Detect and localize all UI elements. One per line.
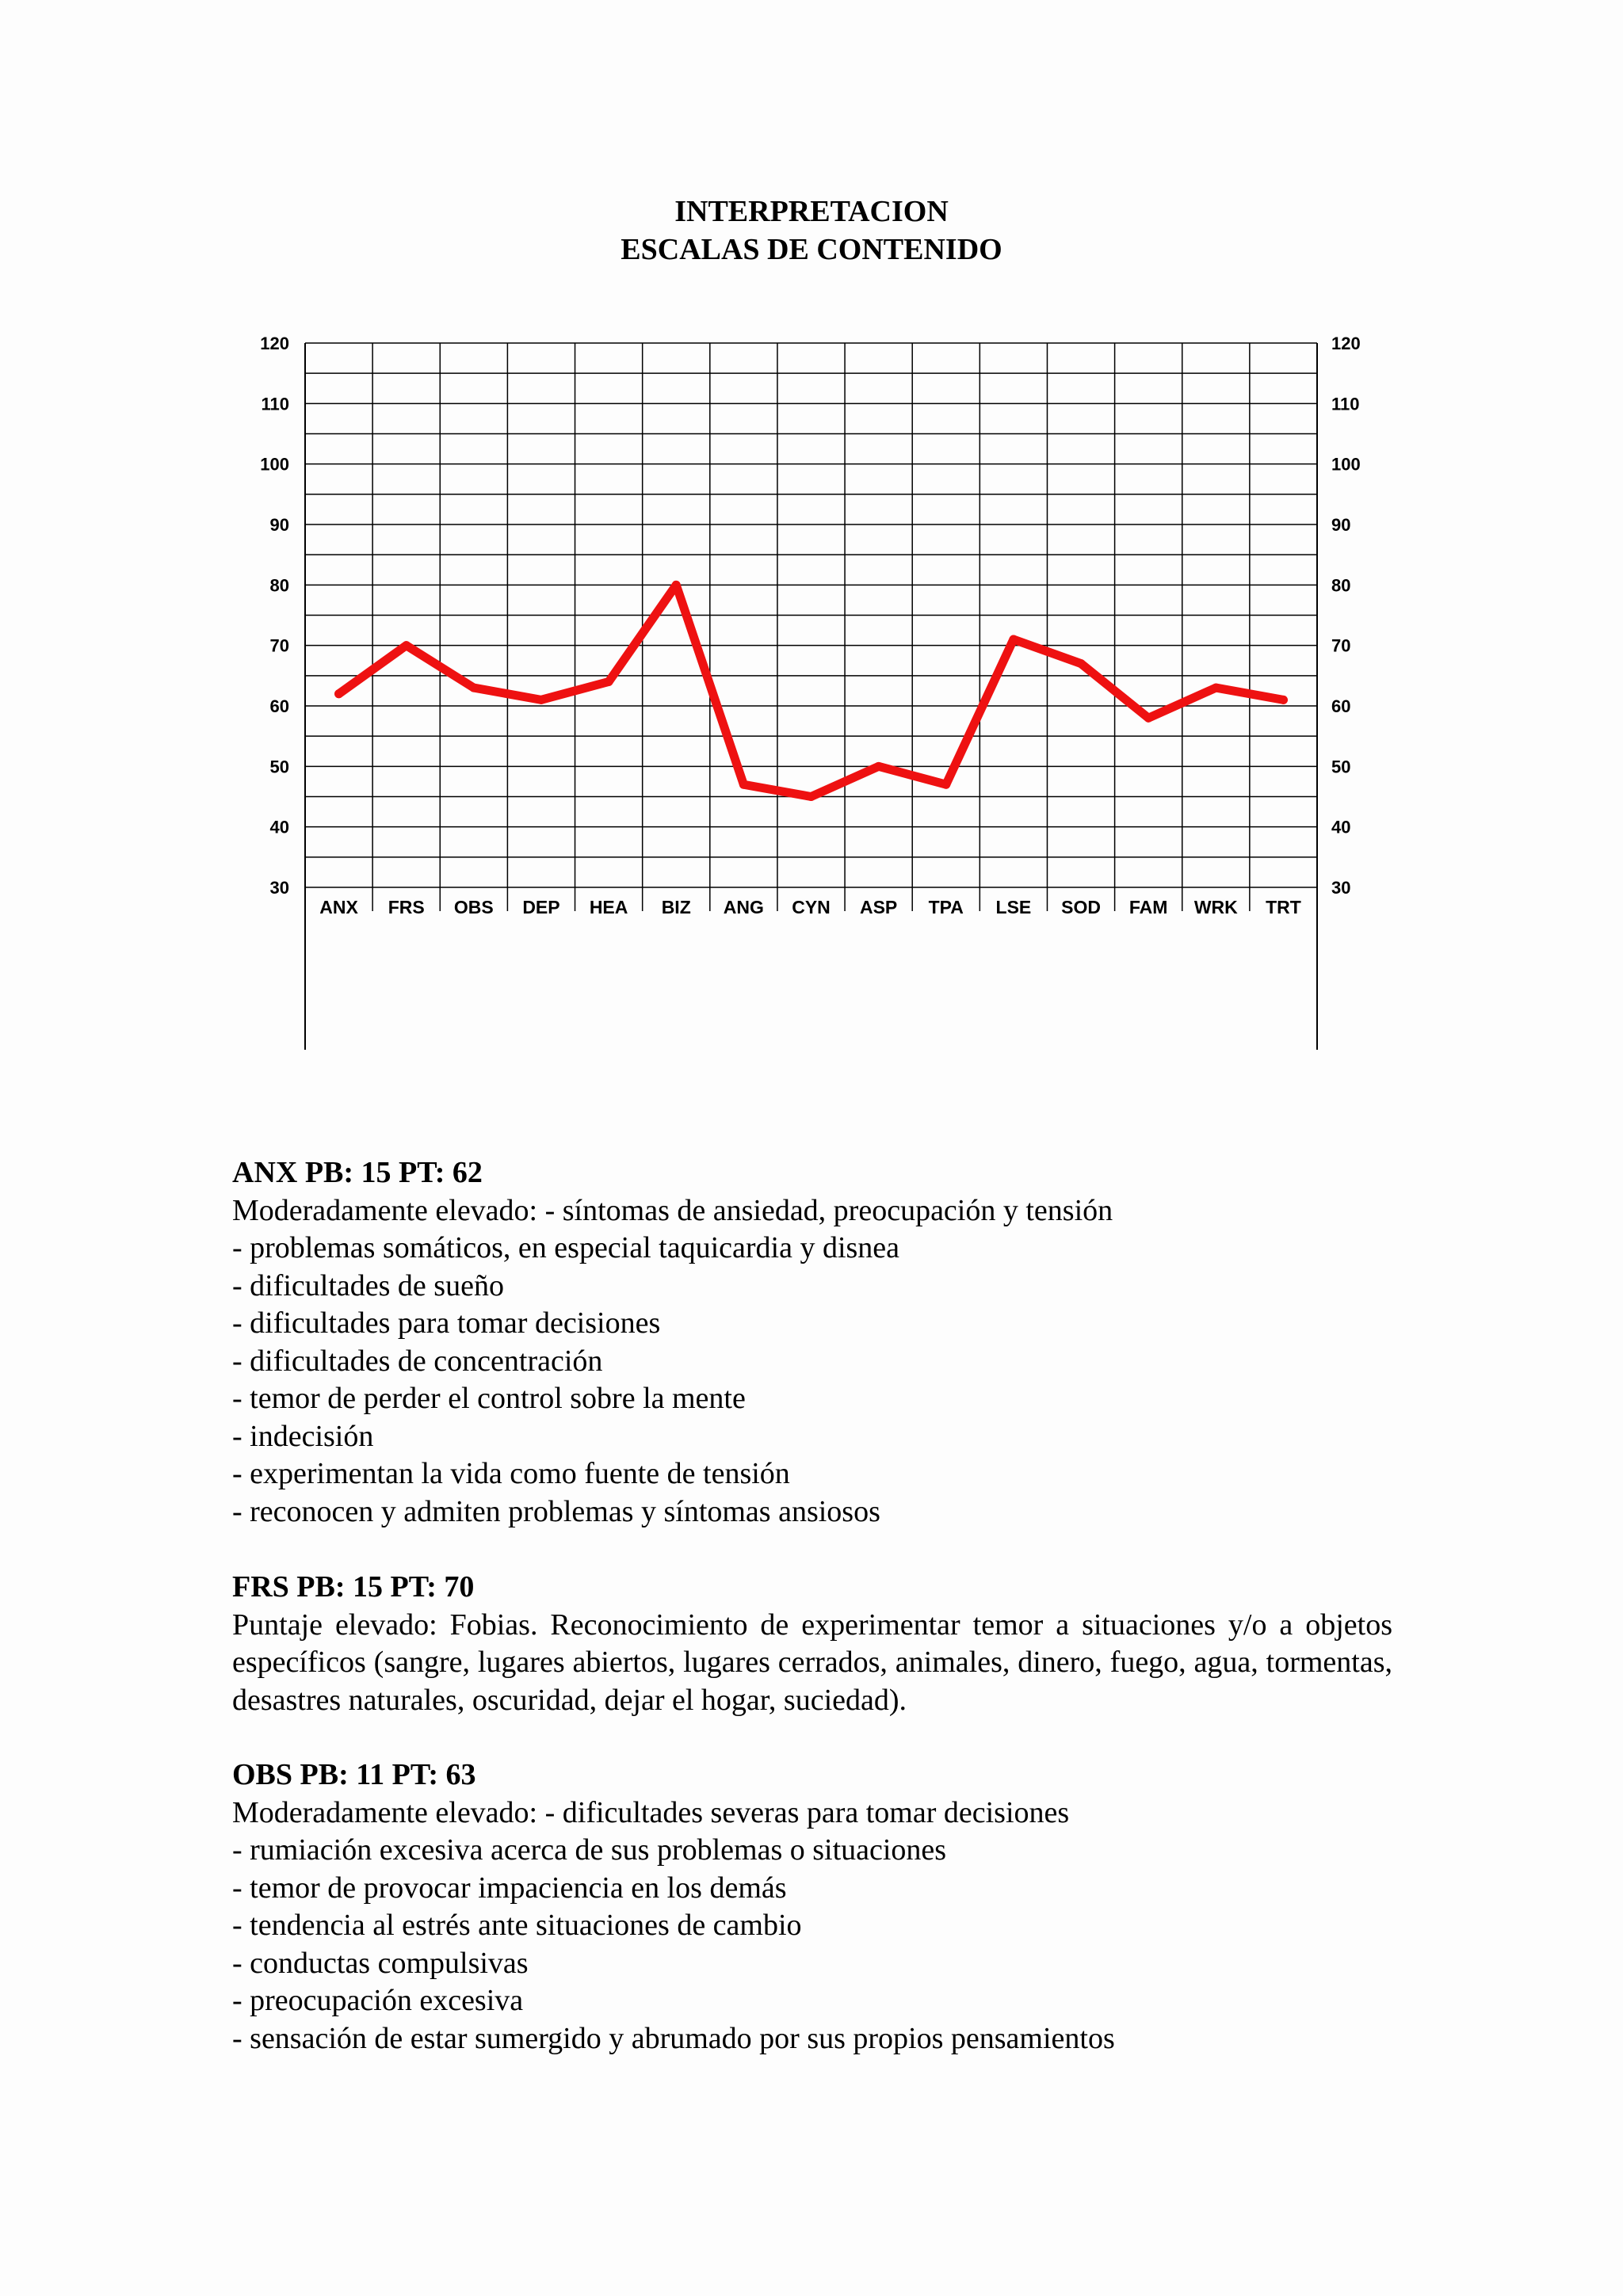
y-tick-label-left: 60	[269, 696, 289, 716]
x-tick-label: ASP	[859, 897, 898, 917]
data-point	[807, 792, 815, 801]
section-line: - temor de perder el control sobre la mente	[232, 1382, 746, 1415]
data-point	[739, 780, 748, 789]
section-line: - rumiación excesiva acerca de sus problemas o situaciones	[232, 1833, 947, 1867]
section-frs	[232, 1569, 1392, 1719]
y-tick-label-left: 100	[260, 454, 289, 475]
section-line: - dificultades para tomar decisiones	[232, 1306, 661, 1340]
x-tick-label: ANG	[723, 897, 764, 917]
x-tick-label: FAM	[1128, 897, 1168, 917]
section-line: - temor de provocar impaciencia en los demás	[232, 1871, 787, 1905]
y-tick-label-left: 90	[269, 515, 289, 535]
section-line: - problemas somáticos, en especial taquicardia y disnea	[232, 1231, 900, 1264]
section-paragraph: Puntaje elevado: Fobias. Reconocimiento de experimentar temor a situaciones y/o a objetos específicos (sangre, lugares abiertos, lugares cerrados, animales, dinero, fuego, agua, tormentas, desastres naturales, oscuridad, dejar el hogar, suciedad).	[232, 1608, 1392, 1717]
y-tick-label-left: 30	[269, 878, 289, 898]
data-point	[1009, 635, 1018, 644]
y-tick-label-left: 80	[269, 575, 289, 596]
x-tick-label: LSE	[995, 897, 1032, 917]
data-point	[1077, 659, 1086, 668]
x-tick-label: HEA	[589, 897, 628, 917]
content-scales-chart	[0, 0, 1623, 1077]
x-tick-label: TRT	[1266, 897, 1301, 917]
page-title: INTERPRETACION	[674, 195, 949, 228]
y-tick-label-right: 50	[1331, 757, 1351, 777]
x-tick-label: DEP	[522, 897, 560, 917]
data-point	[1144, 714, 1153, 723]
data-point	[605, 677, 613, 686]
y-tick-label-right: 100	[1331, 454, 1361, 475]
y-tick-label-left: 40	[269, 817, 289, 837]
section-line: - reconocen y admiten problemas y síntomas ansiosos	[232, 1494, 880, 1528]
section-heading: ANX PB: 15 PT: 62	[232, 1156, 483, 1189]
x-tick-label: WRK	[1193, 897, 1238, 917]
y-tick-label-right: 80	[1331, 575, 1351, 596]
x-tick-label: ANX	[319, 897, 358, 917]
section-line: - experimentan la vida como fuente de tensión	[232, 1457, 790, 1490]
section-line: Moderadamente elevado: - síntomas de ansiedad, preocupación y tensión	[232, 1193, 1113, 1227]
section-anx	[232, 1154, 1392, 1531]
data-point	[1212, 684, 1220, 692]
y-tick-label-left: 50	[269, 757, 289, 777]
data-point	[874, 762, 883, 771]
y-tick-label-left: 110	[261, 394, 289, 414]
section-line: - sensación de estar sumergido y abrumado por sus propios pensamientos	[232, 2021, 1115, 2055]
section-line: - conductas compulsivas	[232, 1946, 529, 1980]
section-obs	[232, 1756, 1392, 2058]
y-tick-label-right: 40	[1331, 817, 1351, 837]
x-tick-label: CYN	[792, 897, 831, 917]
y-tick-label-left: 70	[269, 635, 289, 656]
data-point	[537, 696, 545, 704]
section-line: - indecisión	[232, 1419, 374, 1453]
section-line: - dificultades de sueño	[232, 1268, 504, 1302]
section-heading: OBS PB: 11 PT: 63	[232, 1758, 476, 1791]
y-tick-label-right: 120	[1331, 334, 1361, 353]
x-tick-label: FRS	[388, 897, 425, 917]
data-point	[941, 780, 950, 789]
section-line: - tendencia al estrés ante situaciones de cambio	[232, 1909, 802, 1942]
section-line: - dificultades de concentración	[232, 1344, 603, 1378]
section-line: Moderadamente elevado: - dificultades severas para tomar decisiones	[232, 1795, 1070, 1829]
data-point	[402, 641, 411, 650]
page-subtitle: ESCALAS DE CONTENIDO	[621, 233, 1002, 266]
y-tick-label-right: 30	[1331, 878, 1351, 898]
y-tick-label-right: 110	[1331, 394, 1360, 414]
y-tick-label-right: 70	[1331, 635, 1351, 656]
section-heading: FRS PB: 15 PT: 70	[232, 1570, 475, 1604]
x-tick-label: BIZ	[661, 897, 691, 917]
y-tick-label-right: 90	[1331, 515, 1351, 535]
section-line: - preocupación excesiva	[232, 1984, 524, 2017]
x-tick-label: SOD	[1061, 897, 1101, 917]
x-tick-label: OBS	[453, 897, 494, 917]
y-tick-label-left: 120	[260, 334, 289, 353]
x-tick-label: TPA	[928, 897, 964, 917]
data-point	[334, 689, 343, 698]
y-tick-label-right: 60	[1331, 696, 1351, 716]
data-point	[469, 684, 478, 692]
data-point	[672, 581, 681, 589]
data-point	[1279, 696, 1288, 704]
series-line	[339, 585, 1284, 796]
